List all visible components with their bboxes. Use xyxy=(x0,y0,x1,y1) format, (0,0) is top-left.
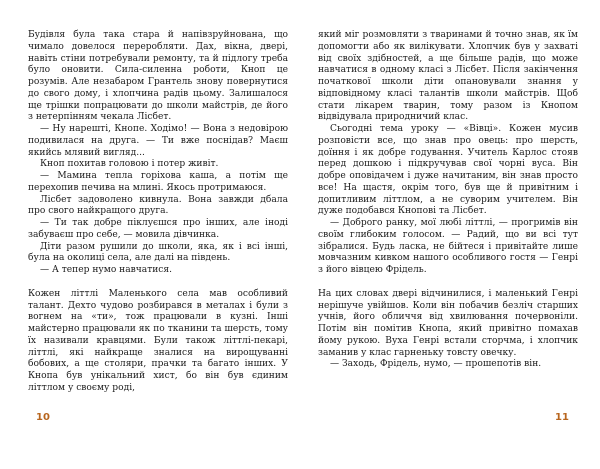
page-number-right: 11 xyxy=(555,412,569,423)
paragraph: На цих словах двері відчинилися, і маленький Генрі нерішуче увійшов. Коли він побачив безліч старших учнів, його обличчя від хвилювання почервоніли. Потім він помітив Кнопа, який привітно помахав йому рукою. Вуха Генрі встали сторчма, і хлопчик заманив у клас гарненьку товсту овечку. xyxy=(318,288,578,358)
paragraph: — Заходь, Фрідель, нумо, — прошепотів він. xyxy=(330,359,542,370)
paragraph: Діти разом рушили до школи, яка, як і всі інші, була на околиці села, але далі на південь. xyxy=(28,241,288,264)
paragraph: — А тепер нумо навчатися. xyxy=(40,265,173,275)
section-break xyxy=(28,277,288,289)
paragraph: який міг розмовляти з тваринами й точно знав, як їм допомогти або як вилікувати. Хлопчик був у захваті від своїх здібностей, а ще більше радів, що може навчатися в одному класі з Лісбет. Після закінчення початкової школи діти опановували знання у відповідному класі талантів школи майстрів. Щоб стати лікарем тварин, тому разом із Кнопом відвідувала природничий клас. xyxy=(318,30,578,123)
left-page xyxy=(28,30,288,395)
right-page xyxy=(318,30,578,371)
paragraph: — Мамина тепла горіхова каша, а потім ще перехопив печива на млині. Якось протримаюся. xyxy=(28,171,288,193)
paragraph: — Ти так добре піклуєшся про інших, але іноді забуваєш про себе, — мовила дівчинка. xyxy=(28,218,288,240)
section-break xyxy=(318,277,578,289)
paragraph: Лісбет задоволено кивнула. Вона завжди дбала про свого найкращого друга. xyxy=(28,194,288,217)
paragraph: Сьогодні тема уроку — «Вівці». Кожен мусив розповісти все, що знав про овець: про шерсть, доїння і як добре годування. Учитель Карлос стояв перед дошкою і підкручував свої чорні вуса. Він добре оповідачем і дуже начитаним, він знав просто все! На щастя, окрім того, був ще й привітним і допитливим літтлом, а не суворим учителем. Він дуже подобався Кнопові та Лісбет. xyxy=(318,124,578,217)
paragraph: Кноп похитав головою і потер живіт. xyxy=(40,159,219,170)
paragraph: Будівля була така стара й напівзруйнована, що чимало довелося переробляти. Дах, вікна, двері, навіть стіни потребували ремонту, та й підлогу треба було оновити. Сила-силенна роботи, Кноп це розумів. Але незабаром Грантель знову повернутися до свого дому, і хлопчина радів цьому. Залишалося ще трішки попрацювати до школи майстрів, де його з нетерпінням чекала Лісбет. xyxy=(28,30,288,123)
paragraph: Кожен літтлі Маленького села мав особливий талант. Дехто чудово розбирався в металах і були з вогнем на «ти», тож працювали в кузні. Інші майстерно працювали як по тканини та шерсть, тому їх називали кравцями. Були також літтлі-пекарі, літтлі, які найкраще зналися на вирощуванні бобових, а ще столяри, прачки та багато інших. У Кнопа був унікальний хист, бо він був єдиним літтлом у своєму роді, xyxy=(28,288,288,393)
paragraph: — Доброго ранку, мої любі літтлі, — прогримів він своїм глибоким голосом. — Радий, що ви всі тут зібралися. Будь ласка, не бійтеся і привітайте лише мовчазним кивком нашого особливого гостя — Генрі з його вівцею Фрідель. xyxy=(318,218,578,275)
page-number-left: 10 xyxy=(36,412,50,423)
paragraph: — Ну нарешті, Кнопе. Ходімо! — Вона з недовірою подивилася на друга. — Ти вже поснідав? Маєш якийсь млявий вигляд... xyxy=(28,124,288,158)
